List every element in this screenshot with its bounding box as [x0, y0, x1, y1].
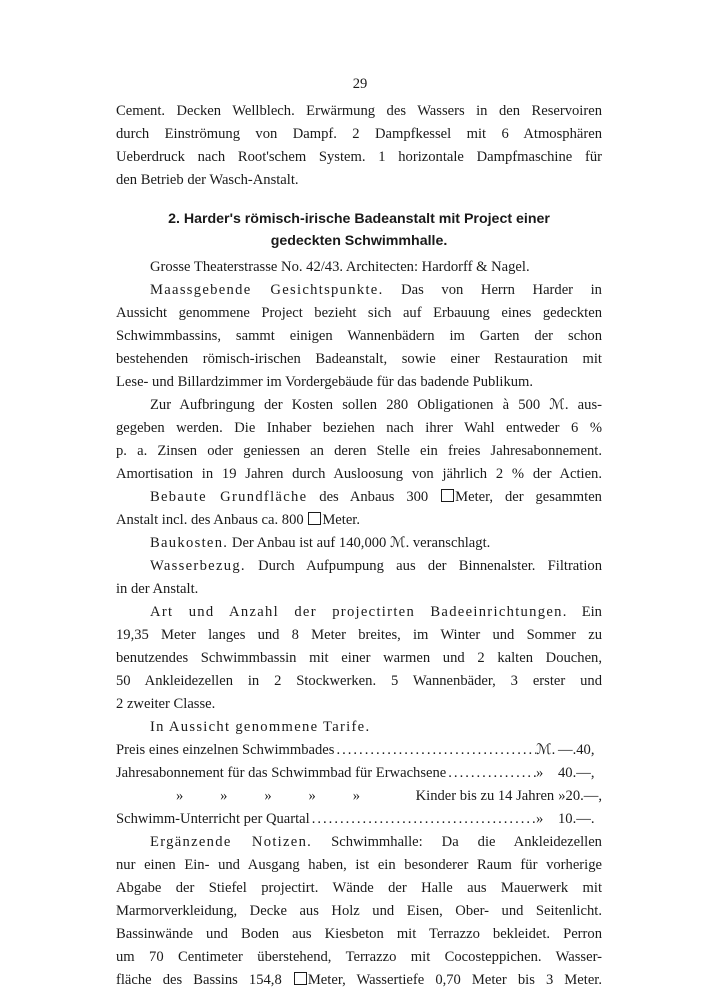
massgebende-label: Maassgebende Gesichtspunkte.: [150, 282, 384, 298]
tariff-row: [116, 739, 602, 762]
notizen-label: Ergänzende Notizen.: [150, 834, 313, 850]
square-symbol: [294, 972, 307, 985]
tariff-value: 40.—,: [558, 765, 595, 781]
tarife-heading: In Aussicht genommene Tarife.: [150, 719, 371, 735]
baukosten-line: Baukosten. Der Anbau ist auf 140,000 ℳ. veranschlagt.: [150, 535, 491, 551]
tariff-row-ditto: [116, 785, 602, 808]
dot-leader: [446, 762, 536, 785]
notizen-line1: Ergänzende Notizen. Schwimmhalle: Da die Ankleidezellen: [150, 834, 602, 850]
badeeinrichtungen-line1: Art und Anzahl der projectirten Badeeinrichtungen. Ein: [150, 604, 602, 620]
tariff-row: [116, 762, 602, 785]
page-number: 29: [352, 76, 368, 92]
text-line: den Betrieb der Wasch-Anstalt.: [116, 172, 299, 188]
text-line: Schwimmbassins, sammt einigen Wannenbädern im Garten der schon: [116, 328, 602, 344]
tariff-currency: »: [558, 788, 566, 804]
ditto-marks: » » » » »: [176, 788, 360, 804]
text-line: Amortisation in 19 Jahren durch Ausloosung von jährlich 2 % der Actien.: [116, 466, 602, 482]
wasserbezug-label: Wasserbezug.: [150, 558, 246, 574]
text-line: um 70 Centimeter überstehend, Terrazzo mit Cocosteppichen. Wasser-: [116, 949, 602, 965]
text-line: Abgabe der Stiefel projectirt. Wände der Halle aus Mauerwerk mit: [116, 880, 602, 896]
text-line: 19,35 Meter langes und 8 Meter breites, im Winter und Sommer zu: [116, 627, 602, 643]
massgebende-first-text: Das von Herrn Harder in: [383, 282, 602, 298]
tariff-value: —.40,: [558, 742, 595, 758]
section-heading-line2: gedeckten Schwimmhalle.: [270, 233, 448, 249]
badeeinrichtungen-label: Art und Anzahl der projectirten Badeeinrichtungen.: [150, 604, 568, 620]
text-line: gegeben werden. Die Inhaber beziehen nach ihrer Wahl entweder 6 %: [116, 420, 602, 436]
text-line: Ueberdruck nach Root'schem System. 1 horizontale Dampfmaschine für: [116, 149, 602, 165]
tariff-value: 20.—,: [565, 788, 602, 804]
notizen-last-line: fläche des Bassins 154,8 Meter, Wassertiefe 0,70 Meter bis 3 Meter.: [116, 972, 602, 988]
section-heading-line1: 2. Harder's römisch-irische Badeanstalt mit Project einer: [168, 211, 550, 227]
text-line: Cement. Decken Wellblech. Erwärmung des Wassers in den Reservoiren: [116, 103, 602, 119]
text-line: bestehenden römisch-irischen Badeanstalt, sowie einer Restauration mit: [116, 351, 602, 367]
text-line: Zur Aufbringung der Kosten sollen 280 Obligationen à 500 ℳ. aus-: [150, 397, 602, 413]
text-line: Marmorverkleidung, Decke aus Holz und Eisen, Ober- und Seitenlicht.: [116, 903, 602, 919]
grundflaeche-line1: Bebaute Grundfläche des Anbaus 300 Meter, der gesammten: [150, 489, 602, 505]
text-line: durch Einströmung von Dampf. 2 Dampfkessel mit 6 Atmosphären: [116, 126, 602, 142]
tariff-currency: »: [536, 811, 544, 827]
text-line: in der Anstalt.: [116, 581, 199, 597]
tariff-label: Kinder bis zu 14 Jahren: [415, 788, 555, 804]
address-line: Grosse Theaterstrasse No. 42/43. Architecten: Hardorff & Nagel.: [150, 259, 530, 275]
square-symbol: [308, 512, 321, 525]
massgebende-first-line: [116, 279, 602, 302]
text-line: Bassinwände und Boden aus Kiesbeton mit Terrazzo bekleidet. Perron: [116, 926, 602, 942]
text-line: benutzendes Schwimmbassin mit einer warmen und 2 kalten Douchen,: [116, 650, 602, 666]
text-line: 50 Ankleidezellen in 2 Stockwerken. 5 Wannenbäder, 3 erster und: [116, 673, 602, 689]
grundflaeche-label: Bebaute Grundfläche: [150, 489, 308, 505]
text-line: 2 zweiter Classe.: [116, 696, 216, 712]
dot-leader: [310, 808, 536, 831]
text-line: Aussicht genommene Project bezieht sich auf Erbauung eines gedeckten: [116, 305, 602, 321]
tariff-value: 10.—.: [558, 811, 595, 827]
text-line: p. a. Zinsen oder geniessen an deren Stelle ein freies Jahresabonnement.: [116, 443, 602, 459]
tariff-currency: ℳ.: [536, 742, 556, 758]
wasserbezug-line: Wasserbezug. Durch Aufpumpung aus der Binnenalster. Filtration: [150, 558, 602, 574]
page-body: [116, 100, 602, 992]
tariff-currency: »: [536, 765, 544, 781]
baukosten-label: Baukosten.: [150, 535, 229, 551]
tariff-label: Jahresabonnement für das Schwimmbad für Erwachsene: [116, 765, 447, 781]
dot-leader: [334, 739, 536, 762]
grundflaeche-line2: Anstalt incl. des Anbaus ca. 800 Meter.: [116, 512, 361, 528]
tariff-label: Schwimm-Unterricht per Quartal: [116, 811, 310, 827]
square-symbol: [441, 489, 454, 502]
tariff-label: Preis eines einzelnen Schwimmbades: [116, 742, 335, 758]
text-line: Lese- und Billardzimmer im Vordergebäude für das badende Publikum.: [116, 374, 534, 390]
text-line: nur einen Ein- und Ausgang haben, ist ein besonderer Raum für vorherige: [116, 857, 602, 873]
tariff-row: [116, 808, 602, 831]
